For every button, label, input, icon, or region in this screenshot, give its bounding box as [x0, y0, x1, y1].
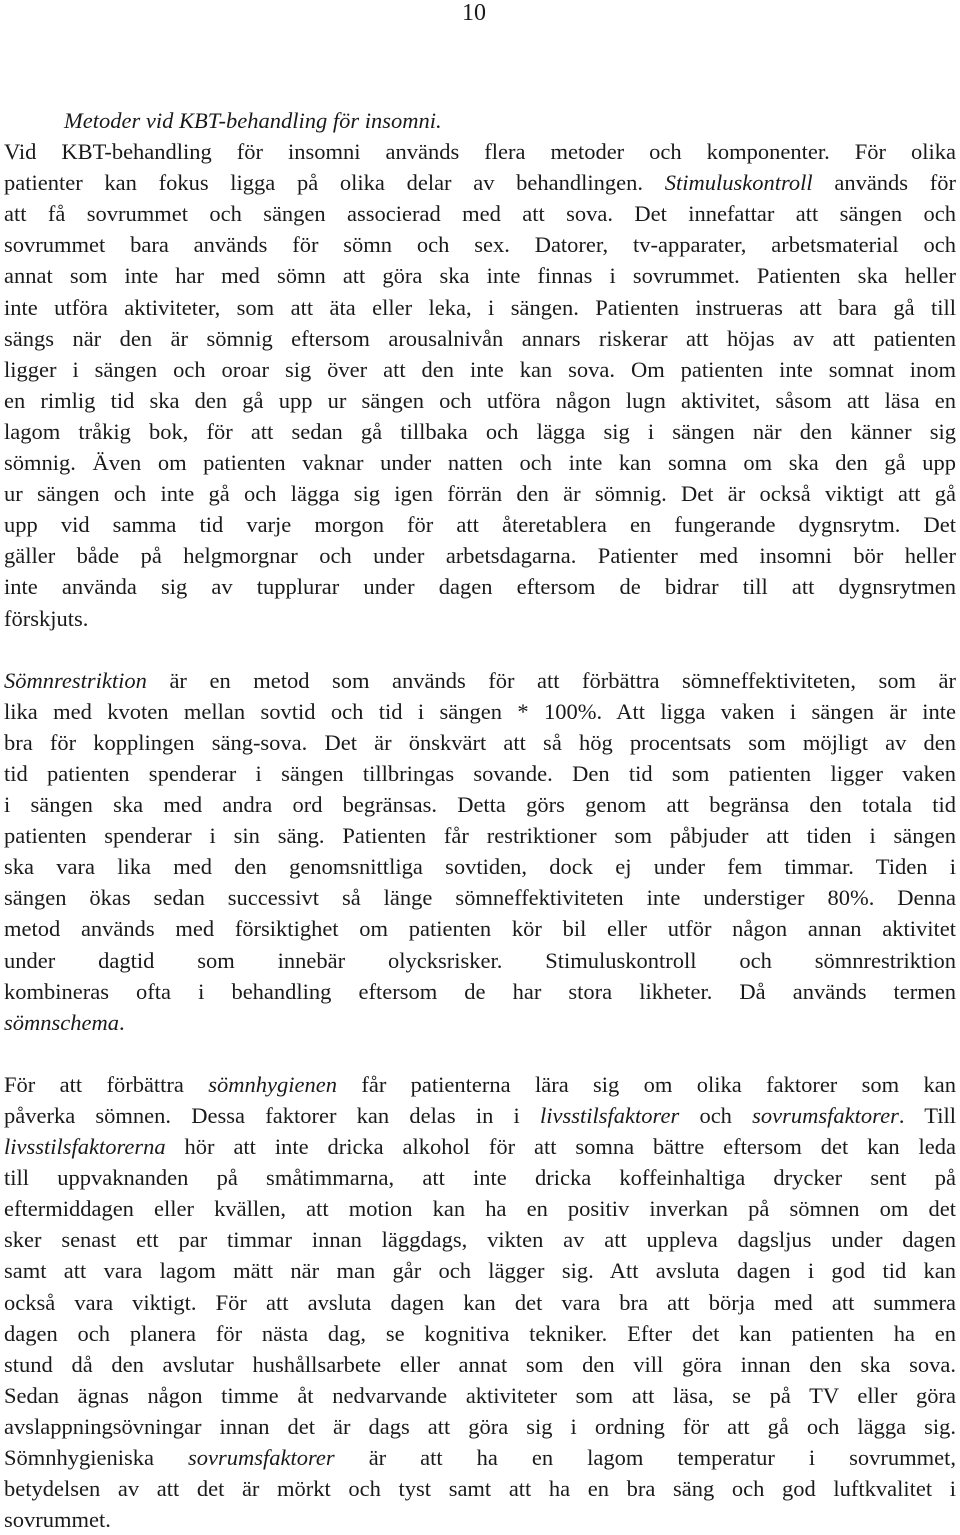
paragraphs — [4, 136, 956, 1535]
text-run: patienten spenderar i sin säng. Patienten får restriktioner som påbjuder att tiden i sängen — [4, 823, 956, 849]
text-line — [4, 354, 956, 385]
italic-term: sovrumsfaktorer — [752, 1103, 899, 1128]
text-run: bra för kopplingen säng-sova. Det är önskvärt att så hög procentsats som möjligt av den — [4, 729, 956, 755]
text-run: gäller både på helgmorgnar och under arbetsdagarna. Patienter med insomni bör heller — [4, 543, 956, 569]
text-line — [4, 167, 956, 198]
text-line — [4, 1007, 956, 1038]
text-line — [4, 1131, 956, 1162]
italic-term: livsstilsfaktorerna — [4, 1134, 166, 1160]
italic-term: Stimuluskontroll — [664, 170, 813, 196]
text-line — [4, 882, 956, 913]
text-run: För att förbättra — [4, 1071, 209, 1097]
paragraph-gap — [4, 1038, 956, 1069]
italic-term: sömnschema — [4, 1009, 119, 1035]
text-line — [4, 198, 956, 229]
paragraph-gap — [4, 634, 956, 665]
text-line — [4, 571, 956, 602]
page-number: 10 — [462, 0, 486, 26]
paragraph — [4, 1069, 956, 1535]
text-run: sovrummet bara används för sömn och sex. Datorer, tv-apparater, arbetsmaterial och — [4, 232, 956, 258]
text-line — [4, 1411, 956, 1442]
text-run: eftermiddagen eller kvällen, att motion kan ha en positiv inverkan på sömnen om det — [4, 1196, 956, 1222]
text-run: till uppvaknanden på småtimmarna, att inte dricka koffeinhaltiga drycker sent på — [4, 1165, 956, 1191]
text-line — [4, 696, 956, 727]
text-line — [4, 416, 956, 447]
text-run: patienter kan fokus ligga på olika delar av behandlingen. — [4, 170, 665, 196]
paragraph — [4, 136, 956, 634]
text-run: Vid KBT-behandling för insomni används flera metoder och komponenter. För olika — [4, 139, 956, 165]
text-line — [4, 851, 956, 882]
text-run: . Till — [898, 1103, 956, 1128]
text-run: sker senast ett par timmar innan läggdags, vikten av att uppleva dagsljus under dagen — [4, 1227, 956, 1253]
text-run: stund då den avslutar hushållsarbete eller annat som den vill göra innan den ska sova. — [4, 1351, 956, 1377]
text-line — [4, 913, 956, 944]
text-run: ur sängen och inte gå och lägga sig igen förrän den är sömnig. Det är också viktigt att gå — [4, 481, 956, 507]
text-line — [4, 1504, 956, 1535]
text-run: hör att inte dricka alkohol för att somna bättre eftersom det kan leda — [165, 1134, 956, 1160]
text-run: inte utföra aktiviteter, som att äta eller leka, i sängen. Patienten instrueras att bara gå till — [4, 294, 956, 320]
text-run: sömnig. Även om patienten vaknar under natten och inte kan somna om ska den gå upp — [4, 450, 956, 476]
text-run: lagom tråkig bok, för att sedan gå tillbaka och lägga sig i sängen när den känner sig — [4, 418, 956, 444]
text-run: lika med kvoten mellan sovtid och tid i sängen * 100%. Att ligga vaken i sängen är inte — [4, 698, 956, 724]
text-line — [4, 603, 956, 634]
text-run: tid patienten spenderar i sängen tillbringas sovande. Den tid som patienten ligger vaken — [4, 760, 956, 786]
text-line — [4, 1069, 956, 1100]
text-line — [4, 447, 956, 478]
text-run: också vara viktigt. För att avsluta dagen kan det vara bra att börja med att summera — [4, 1289, 956, 1315]
text-run: inte använda sig av tupplurar under dagen eftersom de bidrar till att dygnsrytmen — [4, 574, 956, 600]
text-run: samt att vara lagom mätt när man går och lägger sig. Att avsluta dagen i god tid kan — [4, 1258, 956, 1284]
text-run: . — [118, 1009, 125, 1035]
text-run: dagen och planera för nästa dag, se kognitiva tekniker. Efter det kan patienten ha en — [4, 1320, 956, 1346]
text-line — [4, 136, 956, 167]
text-line — [4, 1349, 956, 1380]
text-line — [4, 1100, 956, 1131]
text-run: en rimlig tid ska den gå upp ur sängen och utföra någon lugn aktivitet, såsom att läsa en — [4, 387, 956, 413]
text-line — [4, 478, 956, 509]
text-line — [4, 945, 956, 976]
text-run: är en metod som används för att förbättra sömneffektiviteten, som är — [146, 667, 956, 693]
text-run: avslappningsövningar innan det är dags att göra sig i ordning för att gå och lägga sig. — [4, 1413, 956, 1439]
text-line — [4, 789, 956, 820]
text-line — [4, 1193, 956, 1224]
text-run: Sömnhygieniska — [4, 1445, 189, 1471]
text-run: och — [679, 1103, 753, 1128]
text-line — [4, 727, 956, 758]
text-line — [4, 1318, 956, 1349]
text-run: metod används med försiktighet om patienten kör bil eller utför någon annan aktivitet — [4, 916, 956, 942]
text-line — [4, 820, 956, 851]
italic-term: sömnhygienen — [208, 1071, 337, 1097]
text-line — [4, 1255, 956, 1286]
text-line — [4, 976, 956, 1007]
text-run: påverka sömnen. Dessa faktorer kan delas in i — [4, 1103, 541, 1128]
italic-term: livsstilsfaktorer — [540, 1103, 680, 1128]
text-line — [4, 292, 956, 323]
text-line — [4, 385, 956, 416]
italic-term: sovrumsfaktorer — [188, 1445, 335, 1471]
text-run: sängen ökas sedan successivt så länge sömneffektiviteten inte understiger 80%. Denna — [4, 885, 956, 911]
text-run: förskjuts. — [4, 605, 89, 631]
section-heading: Metoder vid KBT-behandling för insomni. — [64, 108, 442, 133]
text-line — [4, 1442, 956, 1473]
text-line — [4, 665, 956, 696]
text-line — [4, 1473, 956, 1504]
paragraph — [4, 665, 956, 1038]
text-run: annat som inte har med sömn att göra ska inte finnas i sovrummet. Patienten ska heller — [4, 263, 956, 289]
text-run: att få sovrummet och sängen associerad med att sova. Det innefattar att sängen och — [4, 201, 956, 227]
text-run: är att ha en lagom temperatur i sovrummet, — [334, 1445, 957, 1471]
text-run: ska vara lika med den genomsnittliga sovtiden, dock ej under fem timmar. Tiden i — [4, 854, 956, 880]
text-line — [4, 229, 956, 260]
text-run: kombineras ofta i behandling eftersom de har stora likheter. Då används termen — [4, 978, 956, 1004]
document-body — [4, 105, 956, 1535]
text-line — [4, 260, 956, 291]
text-run: upp vid samma tid varje morgon för att återetablera en fungerande dygnsrytm. Det — [4, 512, 956, 538]
text-line — [4, 540, 956, 571]
text-run: används för — [812, 170, 956, 196]
text-run: Sedan ägnas någon timme åt nedvarvande aktiviteter som att läsa, se på TV eller göra — [4, 1382, 956, 1408]
text-line — [4, 1162, 956, 1193]
text-run: i sängen ska med andra ord begränsas. Detta görs genom att begränsa den totala tid — [4, 792, 956, 818]
text-line — [4, 1224, 956, 1255]
text-run: sovrummet. — [4, 1507, 111, 1533]
text-run: sängs när den är sömnig eftersom arousalnivån annars riskerar att höjas av att patienten — [4, 325, 956, 351]
text-run: ligger i sängen och oroar sig över att den inte kan sova. Om patienten inte somnat inom — [4, 356, 956, 382]
text-line — [4, 1380, 956, 1411]
text-run: under dagtid som innebär olycksrisker. Stimuluskontroll och sömnrestriktion — [4, 947, 956, 973]
text-run: får patienterna lära sig om olika faktorer som kan — [336, 1071, 956, 1097]
text-line — [4, 323, 956, 354]
text-line — [4, 758, 956, 789]
text-line — [4, 1287, 956, 1318]
text-run: betydelsen av att det är mörkt och tyst samt att ha en bra säng och god luftkvalitet i — [4, 1476, 956, 1502]
text-line — [4, 509, 956, 540]
italic-term: Sömnrestriktion — [4, 667, 147, 693]
